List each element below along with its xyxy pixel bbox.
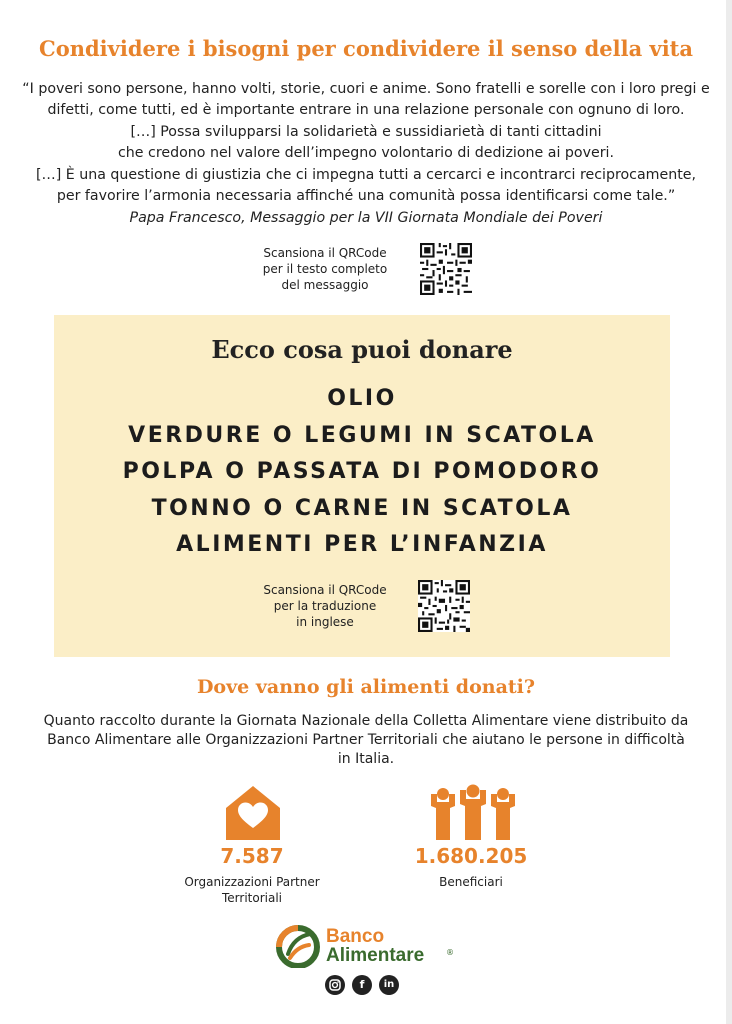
qr-code-translation[interactable] [418,580,470,632]
donation-item: VERDURE O LEGUMI IN SCATOLA [128,422,596,448]
stat-value-organizations: 7.587 [220,844,284,868]
donation-list-panel [54,315,670,657]
donation-item: ALIMENTI PER L’INFANZIA [176,532,548,557]
people-group-icon [430,784,516,840]
stat-label-beneficiaries: Beneficiari [439,875,503,889]
quote-attribution: Papa Francesco, Messaggio per la VII Giornata Mondiale dei Poveri [129,210,603,226]
qr-message-label: Scansiona il QRCode per il testo completo del messaggio [262,246,388,292]
donation-item: TONNO O CARNE IN SCATOLA [151,495,573,521]
donation-item: OLIO [327,386,397,411]
linkedin-icon[interactable]: in [379,975,399,995]
donation-title: Ecco cosa puoi donare [211,335,513,364]
brand-line-2: Alimentare [326,945,425,966]
brand-wordmark [326,927,424,965]
stat-label-organizations: Organizzazioni Partner Territoriali [184,875,320,905]
banco-alimentare-logo[interactable] [276,924,466,972]
page-title: Condividere i bisogni per condividere il senso della vita [39,36,693,61]
quote-paragraph: […] Possa svilupparsi la solidarietà e sussidiarietà di tanti cittadini che credono nel valore dell’impegno volontario di dedizione ai poveri. [118,124,614,161]
registered-mark: ® [446,948,454,957]
distribution-title: Dove vanno gli alimenti donati? [196,676,536,698]
distribution-paragraph: Quanto raccolto durante la Giornata Nazionale della Colletta Alimentare viene distribuito da Banco Alimentare alle Organizzazioni Partner Territoriali che aiutano le persone in difficoltà in Italia. [43,713,689,767]
stat-value-beneficiaries: 1.680.205 [414,844,528,868]
facebook-icon[interactable]: f [352,975,372,995]
house-heart-icon [224,784,282,840]
quote-paragraph: […] È una questione di giustizia che ci impegna tutti a cercarci e incontrarci reciprocamente, per favorire l’armonia necessaria affinché una comunità possa identificarsi come tale.” [35,167,697,204]
quote-paragraph: “I poveri sono persone, hanno volti, storie, cuori e anime. Sono fratelli e sorelle con i loro pregi e difetti, come tutti, ed è importante entrare in una relazione personale con ognuno di loro. [22,81,710,118]
qr-code-icon [418,580,470,632]
banco-alimentare-mark-icon [276,924,320,968]
brand-line-1: Banco [326,926,385,947]
donation-items [54,381,670,564]
social-links [325,975,405,997]
qr-code-icon [420,243,472,295]
instagram-icon[interactable] [325,975,345,995]
qr-code-message[interactable] [420,243,472,295]
donation-item: POLPA O PASSATA DI POMODORO [122,459,602,484]
qr-translation-label: Scansiona il QRCode per la traduzione in inglese [263,583,387,629]
page-edge [726,0,732,1024]
